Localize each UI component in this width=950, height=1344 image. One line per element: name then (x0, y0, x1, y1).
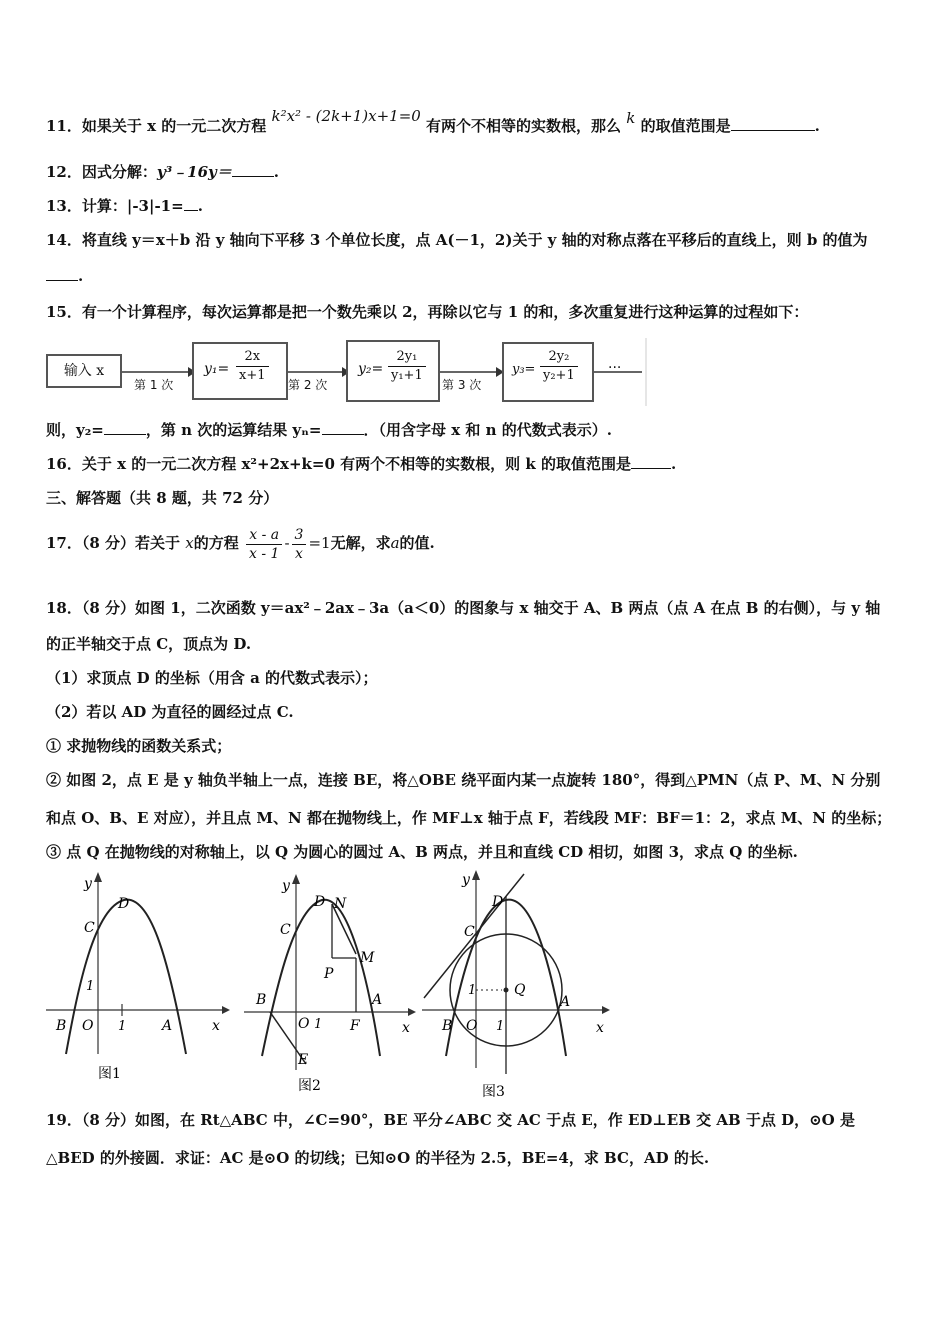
label-x: x (596, 1020, 604, 1036)
question-14-line2: . (46, 266, 83, 286)
label-y: y (462, 872, 470, 888)
step-3-label: 第 3 次 (442, 378, 482, 392)
question-18-line2: 的正半轴交于点 C，顶点为 D. (46, 635, 252, 653)
question-19-line1: 19．（8 分）如图，在 Rt△ABC 中，∠C=90°，BE 平分∠ABC 交 AC 于点 E，作 ED⊥EB 交 AB 于点 D，⊙O 是 (46, 1111, 855, 1129)
label-D: D (118, 896, 130, 912)
label-1x: 1 (496, 1019, 505, 1034)
label-1y: 1 (86, 979, 95, 994)
question-15-line1: 15．有一个计算程序，每次运算都是把一个数先乘以 2，再除以它与 1 的和，多次重复进行这种运算的过程如下： (46, 303, 809, 321)
label-F: F (350, 1018, 360, 1034)
question-14-line1: 14．将直线 y＝x＋b 沿 y 轴向下平移 3 个单位长度，点 A(－1，2)关于 y 轴的对称点落在平移后的直线上，则 b 的值为 (46, 231, 868, 249)
label-D: D (492, 894, 504, 910)
y1-box: y₁= $\frac{2x}{x+1}$ (192, 342, 288, 400)
question-16: 16．关于 x 的一元二次方程 x²+2x+k=0 有两个不相等的实数根，则 k 的取值范围是 . (46, 455, 677, 473)
label-M: M (360, 950, 375, 966)
calculation-flowchart (46, 338, 650, 406)
question-17: 17．（8 分）若关于 x的方程 $\frac{x - a}{x - 1}$ - $\frac{3}{x}$ =1无解，求a的值. (46, 526, 435, 562)
label-A: A (560, 994, 571, 1010)
figure-3-caption: 图3 (482, 1084, 505, 1100)
y2-box: y₂= $\frac{\text{2y₁}}{\text{y₁+1}}$ (346, 340, 440, 402)
label-1x: 1 (118, 1019, 127, 1034)
answer-blank[interactable] (232, 162, 274, 177)
q11-equation: k²x² - (2k+1)x+1=0 (271, 107, 421, 125)
figure-2-caption: 图2 (298, 1078, 321, 1094)
label-E: E (298, 1052, 309, 1068)
fraction-2: $\frac{3}{x}$ (292, 526, 307, 563)
answer-blank[interactable] (184, 196, 198, 211)
label-x: x (402, 1020, 410, 1036)
answer-blank[interactable] (631, 454, 671, 469)
question-18-sub3: ③ 点 Q 在抛物线的对称轴上，以 Q 为圆心的圆过 A、B 两点，并且和直线 CD 相切，如图 3，求点 Q 的坐标. (46, 843, 798, 861)
fraction-1: $\frac{x - a}{x - 1}$ (246, 526, 282, 563)
y3-box: y₃= $\frac{\text{2y₂}}{\text{y₂+1}}$ (502, 342, 594, 402)
question-19-line2: △BED 的外接圆．求证：AC 是⊙O 的切线；已知⊙O 的半径为 2.5，BE=4，求 BC，AD 的长. (46, 1149, 710, 1167)
question-11: 11．如果关于 x 的一元二次方程 k²x² - (2k+1)x+1=0 有两个不相等的实数根，那么 k 的取值范围是 . (46, 107, 820, 135)
label-C: C (464, 924, 475, 940)
step-1-label: 第 1 次 (134, 378, 174, 392)
question-18-sub2a: ② 如图 2，点 E 是 y 轴负半轴上一点，连接 BE，将△OBE 绕平面内某一点旋转 180°，得到△PMN（点 P、M、N 分别 (46, 771, 881, 789)
label-1: 1 (314, 1017, 323, 1032)
label-O: O (298, 1016, 310, 1032)
input-box: 输入 x (46, 354, 122, 388)
label-O: O (466, 1018, 478, 1034)
question-18-part2: （2）若以 AD 为直径的圆经过点 C. (46, 703, 294, 721)
label-y: y (84, 876, 92, 892)
label-A: A (372, 992, 383, 1008)
answer-blank[interactable] (322, 420, 364, 435)
figure-2 (242, 868, 418, 1096)
figure-3 (420, 866, 616, 1102)
question-18-line1: 18．（8 分）如图 1，二次函数 y＝ax²﹣2ax﹣3a（a＜0）的图象与 x 轴交于 A、B 两点（点 A 在点 B 的右侧），与 y 轴 (46, 599, 881, 617)
answer-blank[interactable] (104, 420, 146, 435)
question-18-sub1: ① 求抛物线的函数关系式； (46, 737, 232, 755)
label-N: N (334, 896, 347, 912)
figure-1 (44, 868, 230, 1090)
label-O: O (82, 1018, 94, 1034)
label-1y: 1 (468, 983, 477, 998)
label-Q: Q (514, 982, 526, 998)
answer-blank[interactable] (46, 266, 78, 281)
step-2-label: 第 2 次 (288, 378, 328, 392)
label-P: P (324, 966, 334, 982)
question-18-part1: （1）求顶点 D 的坐标（用含 a 的代数式表示）； (46, 669, 378, 687)
label-A: A (162, 1018, 173, 1034)
answer-blank[interactable] (731, 116, 815, 131)
label-C: C (280, 922, 291, 938)
question-13: 13．计算：|-3|-1= . (46, 197, 203, 215)
section-heading: 三、解答题（共 8 题，共 72 分） (46, 489, 279, 507)
question-15-line2: 则，y₂= ，第 n 次的运算结果 yₙ= ．（用含字母 x 和 n 的代数式表示）. (46, 421, 612, 439)
figure-1-caption: 图1 (98, 1066, 121, 1082)
question-18-sub2b: 和点 O、B、E 对应），并且点 M、N 都在抛物线上，作 MF⊥x 轴于点 F，若线段 MF：BF＝1：2，求点 M、N 的坐标； (46, 809, 892, 827)
question-12: 12．因式分解：y³﹣16y＝ . (46, 163, 280, 181)
continuation-dots: ··· (608, 360, 622, 376)
label-B: B (442, 1018, 453, 1034)
label-C: C (84, 920, 95, 936)
label-B: B (256, 992, 267, 1008)
label-B: B (56, 1018, 67, 1034)
label-D: D (314, 894, 326, 910)
label-x: x (212, 1018, 220, 1034)
label-y: y (282, 878, 290, 894)
